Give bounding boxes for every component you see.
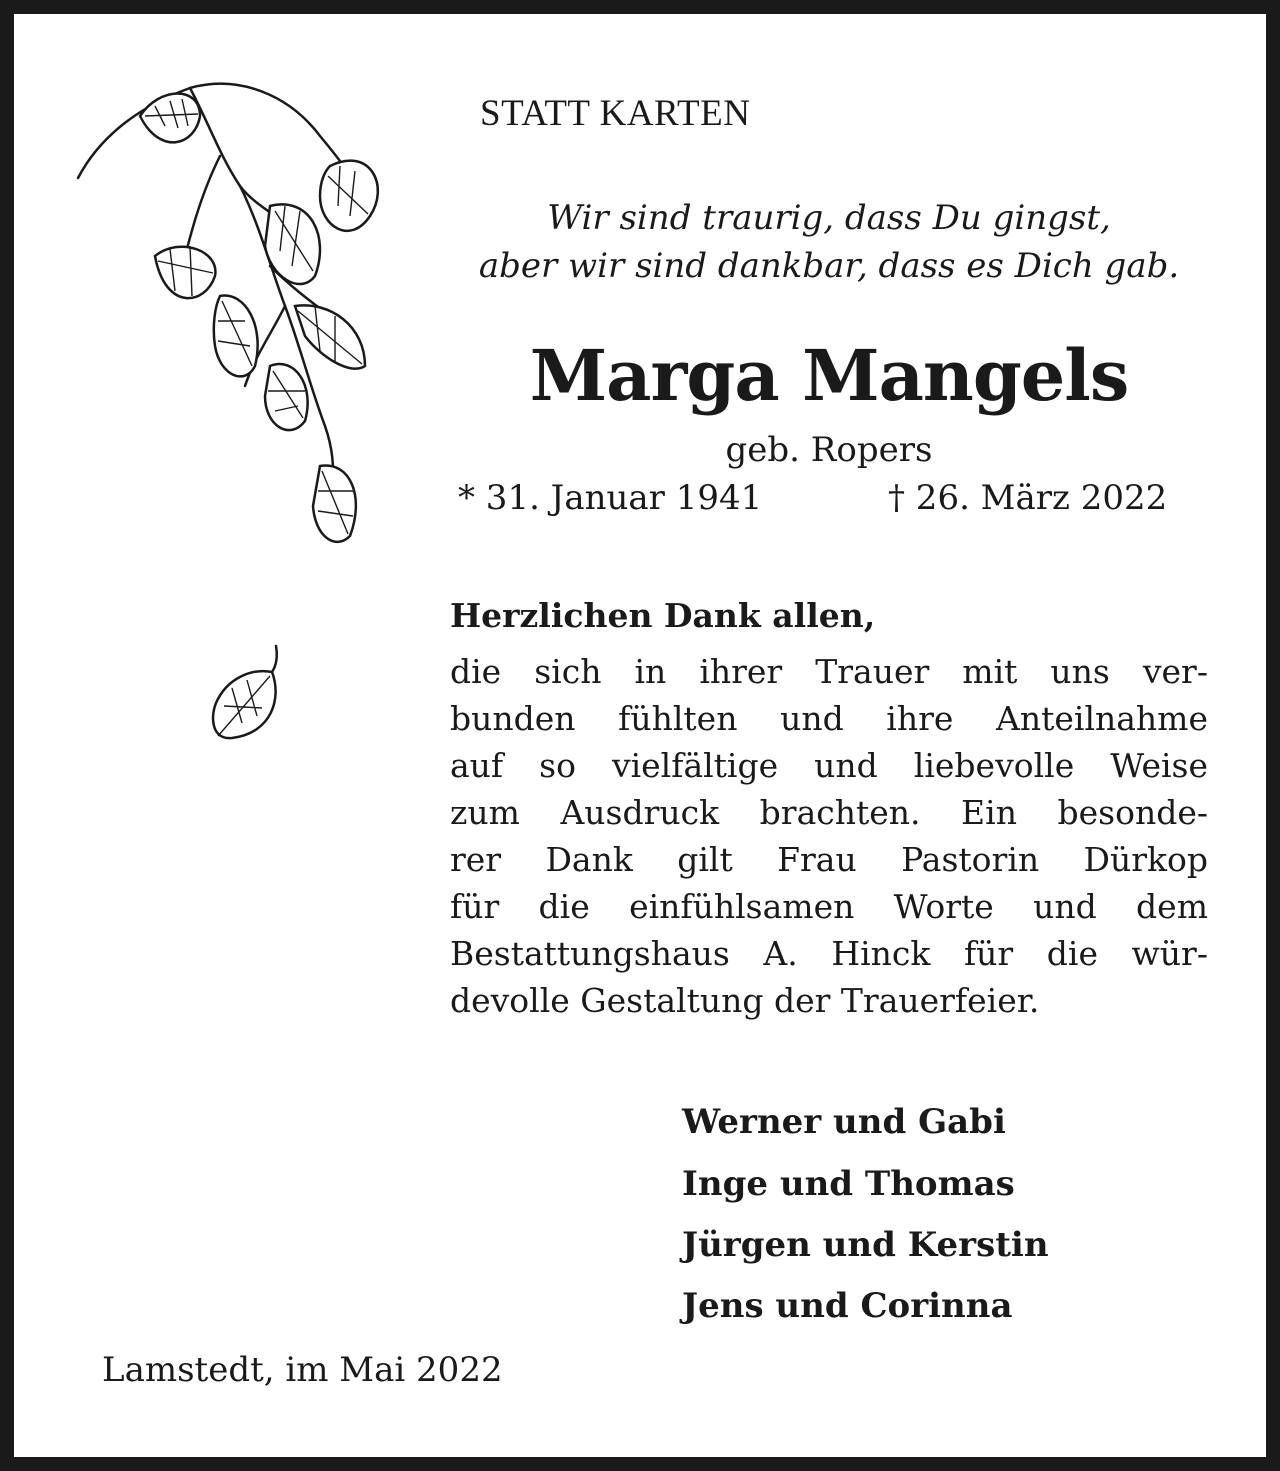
death-date: † 26. März 2022 xyxy=(888,478,1168,518)
signature-line: Inge und Thomas xyxy=(682,1164,1015,1204)
verse-line-2: aber wir sind dankbar, dass es Dich gab. xyxy=(478,246,1180,286)
thanks-line: devolle Gestaltung der Trauerfeier. xyxy=(450,981,1040,1020)
signature-line: Jürgen und Kerstin xyxy=(682,1225,1049,1265)
place-date: Lamstedt, im Mai 2022 xyxy=(102,1350,503,1390)
birch-branch-icon xyxy=(70,66,410,586)
thanks-line: für die einfühlsamen Worte und dem xyxy=(450,887,1208,926)
maiden-name: geb. Ropers xyxy=(725,430,933,470)
deceased-name: Marga Mangels xyxy=(529,334,1129,417)
signature-line: Jens und Corinna xyxy=(682,1286,1013,1326)
thanks-line: bunden fühlten und ihre Anteilnahme xyxy=(450,699,1208,738)
verse-line-1: Wir sind traurig, dass Du gingst, xyxy=(547,198,1111,238)
birth-date: * 31. Januar 1941 xyxy=(458,478,763,518)
thanks-line: Bestattungshaus A. Hinck für die wür- xyxy=(450,934,1208,973)
falling-leaf-icon xyxy=(202,638,292,758)
thanks-line: rer Dank gilt Frau Pastorin Dürkop xyxy=(450,840,1208,879)
memorial-verse xyxy=(434,194,1224,290)
thanks-line: die sich in ihrer Trauer mit uns ver- xyxy=(450,652,1208,691)
thanks-heading: Herzlichen Dank allen, xyxy=(450,596,876,635)
thanks-line: zum Ausdruck brachten. Ein besonde- xyxy=(450,793,1208,832)
signature-line: Werner und Gabi xyxy=(682,1102,1006,1142)
header-label: STATT KARTEN xyxy=(480,93,751,134)
thanks-line: auf so vielfältige und liebevolle Weise xyxy=(450,746,1208,785)
